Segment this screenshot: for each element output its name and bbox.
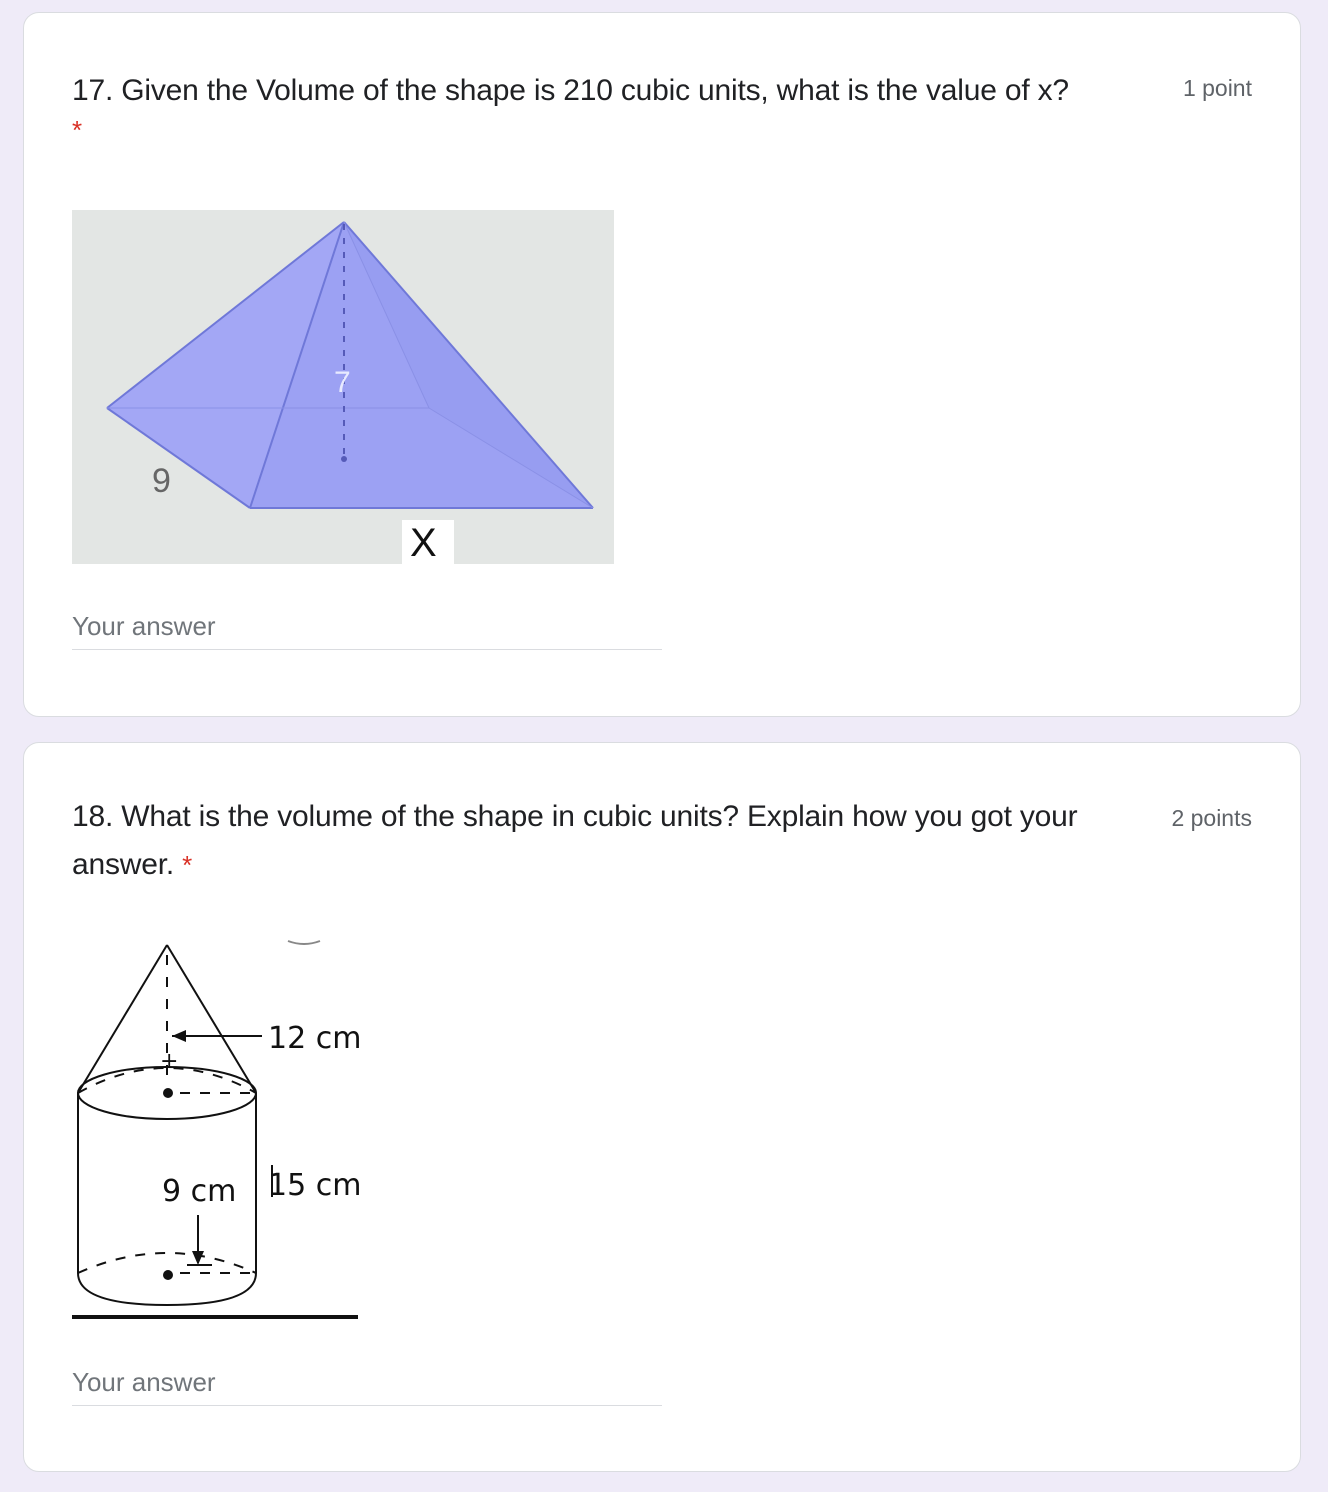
radius-label: 9 cm xyxy=(162,1174,237,1209)
cone-cylinder-diagram xyxy=(72,933,372,1333)
question-card-17 xyxy=(23,12,1301,717)
cone-cylinder-figure xyxy=(72,933,372,1333)
question-text: What is the volume of the shape in cubic units? Explain how you got your answer. xyxy=(72,800,1078,881)
pyramid-figure xyxy=(72,210,614,564)
question-number: 17. xyxy=(72,74,114,107)
side-label: 9 xyxy=(152,462,171,500)
height-label: 7 xyxy=(334,366,351,399)
cone-height-label: 12 cm xyxy=(268,1021,362,1056)
question-text: Given the Volume of the shape is 210 cubic units, what is the value of x? xyxy=(121,74,1069,107)
height-foot xyxy=(341,456,347,462)
required-asterisk: * xyxy=(72,115,83,145)
question-title xyxy=(72,67,1162,115)
radius-arrowhead xyxy=(192,1251,204,1265)
points-label: 2 points xyxy=(1171,805,1252,831)
answer-input-17[interactable] xyxy=(72,603,662,650)
points-label: 1 point xyxy=(1182,75,1252,101)
cone-center-mark: + xyxy=(160,1049,179,1074)
cone-height-arrowhead xyxy=(172,1030,186,1042)
answer-input-18[interactable] xyxy=(72,1359,662,1406)
cylinder-height-label: 15 cm xyxy=(268,1168,362,1203)
question-number: 18. xyxy=(72,800,114,833)
cone-base-center xyxy=(163,1088,173,1098)
base-label: X xyxy=(410,521,437,564)
question-title xyxy=(72,793,1132,889)
question-card-18 xyxy=(23,742,1301,1472)
cylinder-base-center xyxy=(163,1270,173,1280)
pyramid-diagram xyxy=(72,210,614,564)
decorative-arc xyxy=(288,941,320,944)
required-asterisk: * xyxy=(182,850,193,880)
